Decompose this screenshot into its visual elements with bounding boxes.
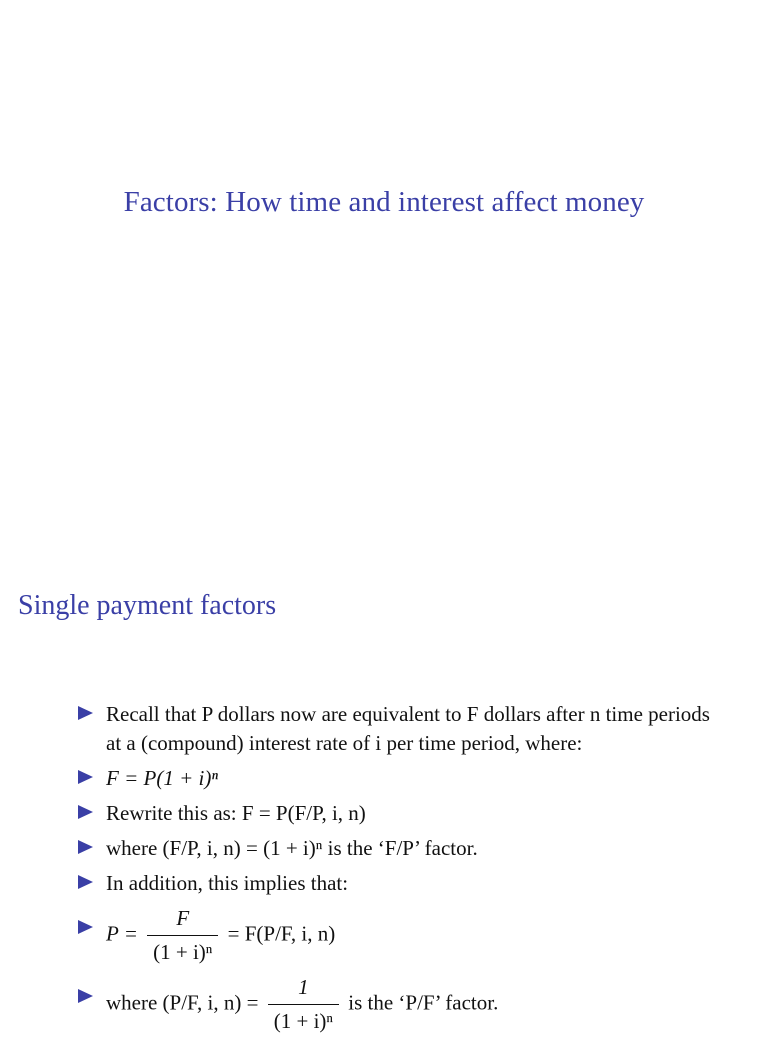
- triangle-bullet-icon: [78, 770, 93, 784]
- bullet-text: Rewrite this as: F = P(F/P, i, n): [106, 801, 366, 825]
- equation-rhs: = F(P/F, i, n): [227, 921, 336, 946]
- bullet-text: In addition, this implies that:: [106, 871, 349, 895]
- bullet-text: Recall that P dollars now are equivalent to F dollars after n time periods at a (compound) interest rate of i per time period, where:: [106, 702, 710, 755]
- triangle-bullet-icon: [78, 920, 93, 934]
- equation-lhs: P =: [106, 921, 138, 946]
- fraction-denominator: (1 + i)ⁿ: [147, 935, 218, 967]
- triangle-bullet-icon: [78, 805, 93, 819]
- frame-title: Single payment factors: [18, 590, 277, 621]
- fraction-denominator: (1 + i)ⁿ: [268, 1004, 339, 1036]
- fraction-numerator: 1: [298, 975, 309, 999]
- bullet-item: [78, 834, 718, 863]
- bullet-item: [78, 700, 718, 758]
- equation-rhs: is the ‘P/F’ factor.: [348, 990, 499, 1015]
- triangle-bullet-icon: [78, 840, 93, 854]
- triangle-bullet-icon: [78, 875, 93, 889]
- slide-title: Factors: How time and interest affect money: [123, 186, 645, 218]
- triangle-bullet-icon: [78, 989, 93, 1003]
- bullet-list: [78, 700, 718, 1042]
- equation-lhs: where (P/F, i, n) =: [106, 990, 259, 1015]
- fraction: [147, 904, 218, 967]
- bullet-text: where (F/P, i, n) = (1 + i)ⁿ is the ‘F/P’ factor.: [106, 836, 478, 860]
- triangle-bullet-icon: [78, 706, 93, 720]
- fraction-numerator: F: [176, 906, 190, 930]
- bullet-text: F = P(1 + i)ⁿ: [106, 766, 218, 790]
- bullet-item: [78, 869, 718, 898]
- bullet-item: [78, 904, 718, 967]
- bullet-item: [78, 764, 718, 793]
- bullet-item: [78, 799, 718, 828]
- bullet-item: [78, 973, 718, 1036]
- fraction: [268, 973, 339, 1036]
